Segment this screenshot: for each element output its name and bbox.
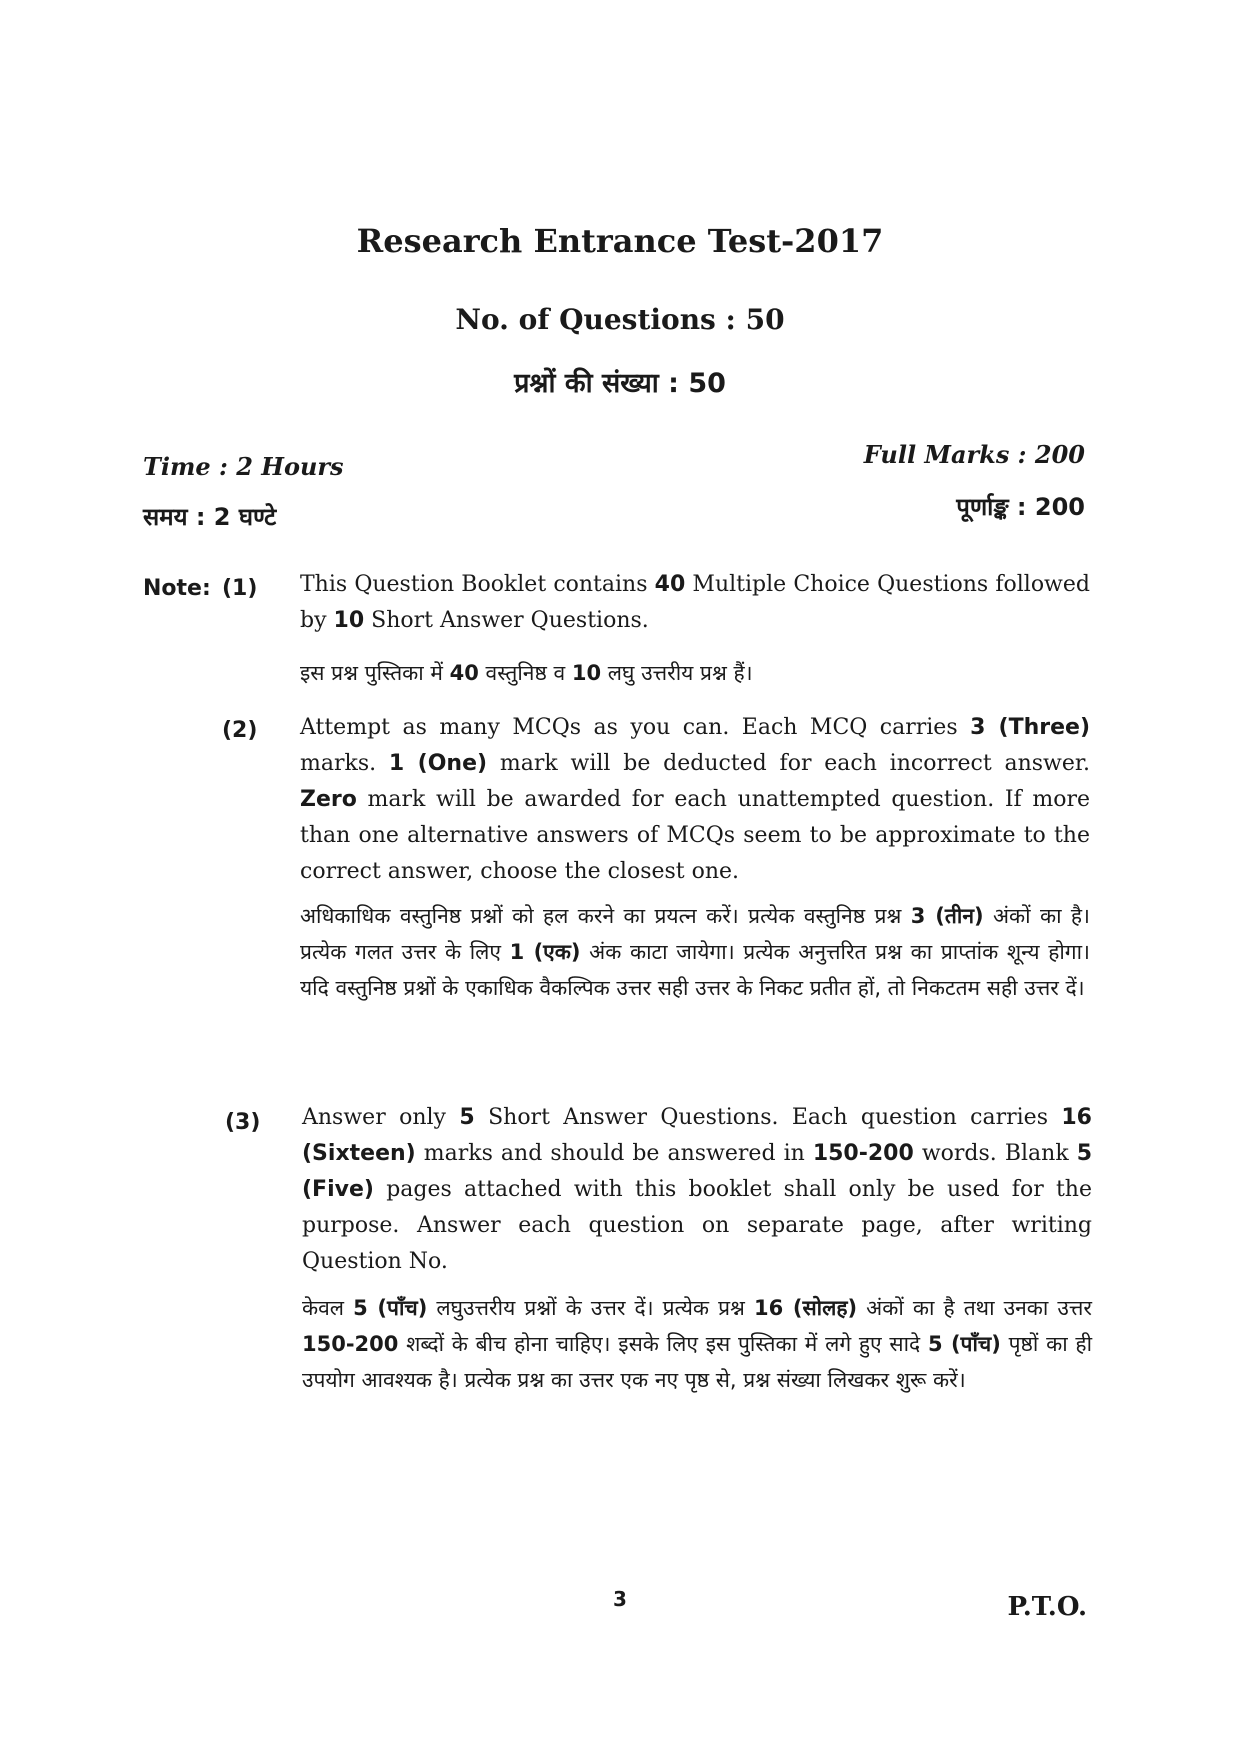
exam-title: Research Entrance Test-2017 [356,222,884,260]
note-2-number: (2) [222,718,258,743]
note-label: Note: [143,576,211,601]
please-turn-over: P.T.O. [1007,1592,1087,1622]
note-3-english: Answer only 5 Short Answer Questions. Each question carries 16 (Sixteen) marks and should be answered in 150-200 words. Blank 5 (Five) pages attached with this booklet shall only be used for the purpose. Answer each question on separate page, after writing Question No. [302,1105,1092,1274]
note-1-number: (1) [222,576,258,601]
note-3-hindi: केवल 5 (पाँच) लघुउत्तरीय प्रश्नों के उत्तर दें। प्रत्येक प्रश्न 16 (सोलह) अंकों का है तथा उनका उत्तर 150-200 शब्दों के बीच होना चाहिए। इसके लिए इस पुस्तिका में लगे हुए सादे 5 (पाँच) पृष्ठों का ही उपयोग आवश्यक है। प्रत्येक प्रश्न का उत्तर एक नए पृष्ठ से, प्रश्न संख्या लिखकर शुरू करें। [302,1296,1093,1392]
full-marks-hi: पूर्णाङ्क : 200 [956,493,1085,521]
time-hi: समय : 2 घण्टे [143,503,277,531]
full-marks-en: Full Marks : 200 [863,440,1085,469]
note-1-hindi: इस प्रश्न पुस्तिका में 40 वस्तुनिष्ठ व 10 लघु उत्तरीय प्रश्न हैं। [300,661,753,685]
note-1-english: This Question Booklet contains 40 Multiple Choice Questions followed by 10 Short Answer Questions. [300,572,1090,633]
question-count-en: No. of Questions : 50 [455,303,785,336]
time-en: Time : 2 Hours [143,452,344,481]
question-count-hi: प्रश्नों की संख्या : 50 [514,368,726,399]
page-number: 3 [613,1587,627,1611]
note-2-english: Attempt as many MCQs as you can. Each MCQ carries 3 (Three) marks. 1 (One) mark will be deducted for each incorrect answer. Zero mark will be awarded for each unattempted question. If more than one alternative answers of MCQs seem to be approximate to the correct answer, choose the closest one. [300,715,1091,884]
note-3-number: (3) [225,1110,261,1135]
note-2-hindi: अधिकाधिक वस्तुनिष्ठ प्रश्नों को हल करने का प्रयत्न करें। प्रत्येक वस्तुनिष्ठ प्रश्न 3 (तीन) अंकों का है। प्रत्येक गलत उत्तर के लिए 1 (एक) अंक काटा जायेगा। प्रत्येक अनुत्तरित प्रश्न का प्राप्तांक शून्य होगा। यदि वस्तुनिष्ठ प्रश्नों के एकाधिक वैकल्पिक उत्तर सही उत्तर के निकट प्रतीत हों, तो निकटतम सही उत्तर दें। [300,904,1091,1000]
